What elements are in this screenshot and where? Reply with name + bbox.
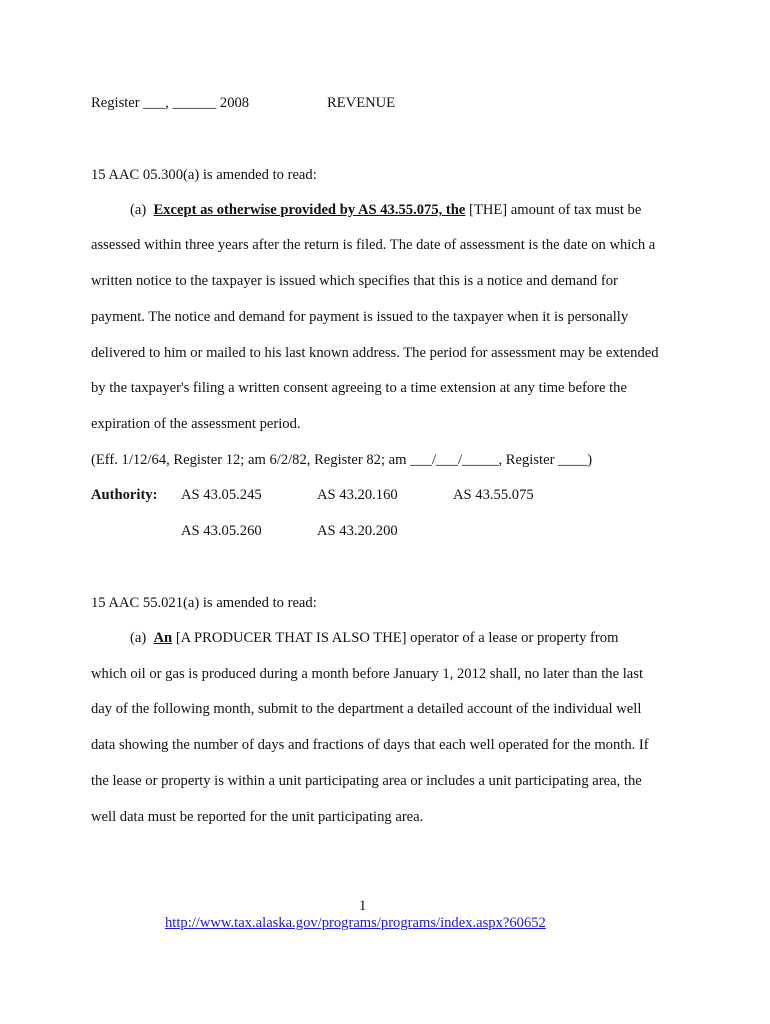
register-header: Register ___, ______ 2008 [91, 95, 250, 111]
section2-line: day of the following month, submit to the department a detailed account of the individual well [91, 701, 642, 717]
section1-first-line [130, 201, 641, 219]
section1-line: expiration of the assessment period. [91, 416, 301, 432]
section2-line: well data must be reported for the unit participating area. [91, 809, 424, 825]
section2-intro: 15 AAC 55.021(a) is amended to read: [91, 595, 317, 611]
authority-citation: AS 43.05.260 [181, 523, 262, 539]
department-header: REVENUE [327, 95, 396, 111]
section1-bold-phrase: Except as otherwise provided by AS 43.55.075, the [153, 202, 466, 218]
section1-line: by the taxpayer's filing a written consent agreeing to a time extension at any time before the [91, 380, 627, 396]
section1-para-label: (a) [130, 202, 147, 218]
section1-line: delivered to him or mailed to his last known address. The period for assessment may be extended [91, 345, 659, 361]
authority-citation: AS 43.05.245 [181, 487, 262, 503]
section1-line: written notice to the taxpayer is issued which specifies that this is a notice and demand for [91, 273, 618, 289]
authority-citation: AS 43.20.200 [317, 523, 398, 539]
section2-bold-word: An [153, 630, 173, 646]
authority-citation: AS 43.20.160 [317, 487, 398, 503]
history-note: (Eff. 1/12/64, Register 12; am 6/2/82, Register 82; am ___/___/_____, Register ____) [91, 452, 593, 468]
authority-citation: AS 43.55.075 [453, 487, 534, 503]
section2-first-line-rest: [A PRODUCER THAT IS ALSO THE] operator of a lease or property from [175, 630, 619, 646]
footer-url-link[interactable]: http://www.tax.alaska.gov/programs/programs/index.aspx?60652 [165, 915, 546, 931]
section1-first-line-rest: [THE] amount of tax must be [469, 202, 642, 218]
section2-line: data showing the number of days and fractions of days that each well operated for the month. If [91, 737, 649, 753]
section2-para-label: (a) [130, 630, 147, 646]
section2-line: the lease or property is within a unit participating area or includes a unit participating area, the [91, 773, 642, 789]
page-number: 1 [359, 898, 367, 914]
section2-first-line [130, 629, 618, 647]
section1-intro: 15 AAC 05.300(a) is amended to read: [91, 167, 317, 183]
section2-line: which oil or gas is produced during a month before January 1, 2012 shall, no later than the last [91, 666, 643, 682]
section1-line: payment. The notice and demand for payment is issued to the taxpayer when it is personally [91, 309, 629, 325]
section1-line: assessed within three years after the return is filed. The date of assessment is the date on which a [91, 237, 656, 253]
authority-label: Authority: [91, 487, 158, 503]
